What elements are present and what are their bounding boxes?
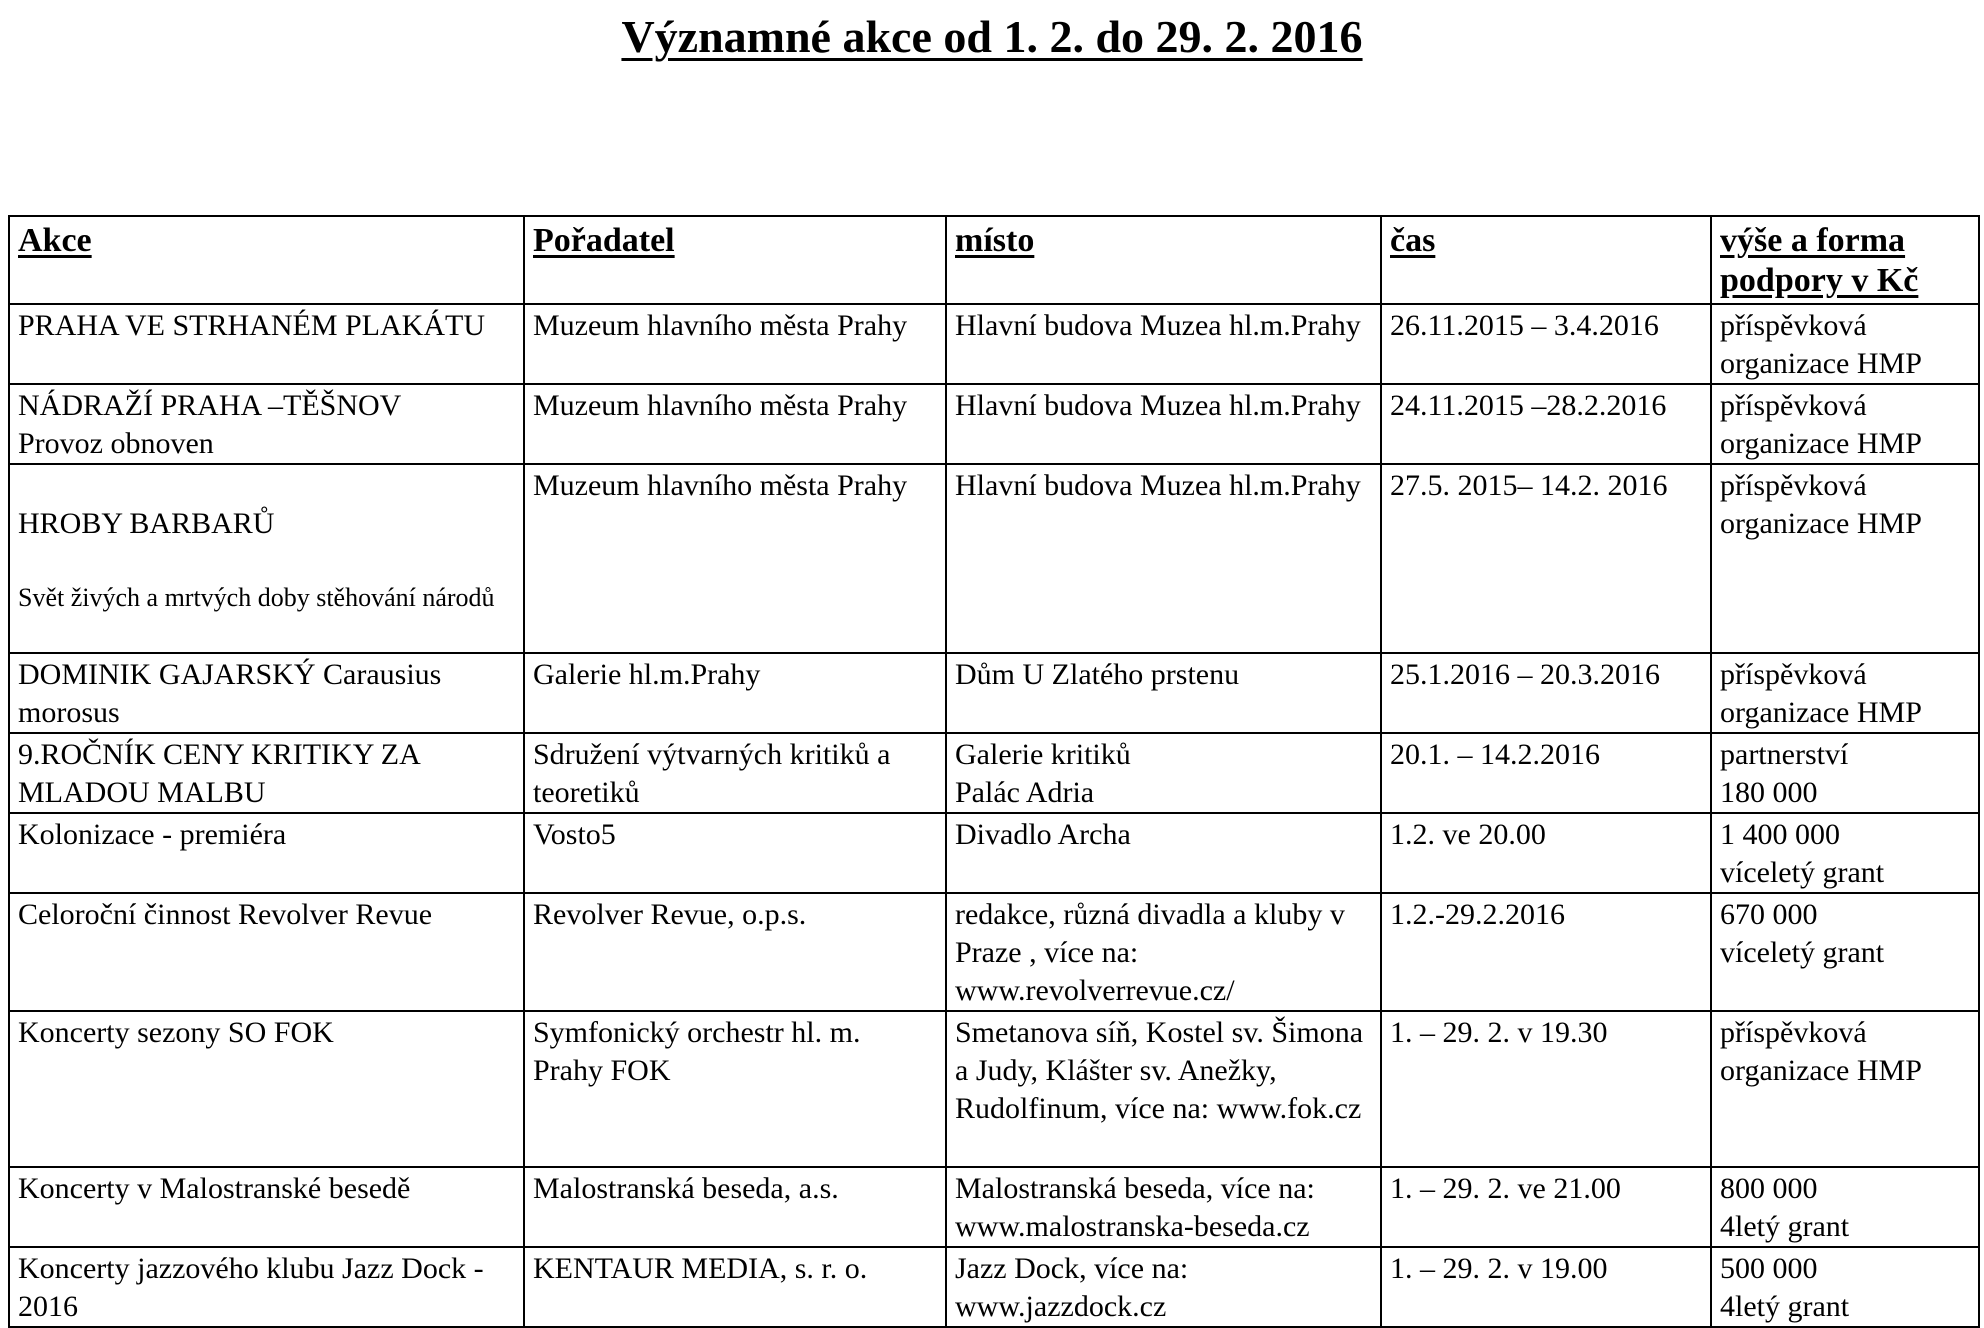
cell-poradatel: Malostranská beseda, a.s.: [524, 1167, 946, 1247]
cell-akce: Kolonizace - premiéra: [9, 813, 524, 893]
cell-misto: Jazz Dock, více na: www.jazzdock.cz: [946, 1247, 1381, 1327]
cell-poradatel: Symfonický orchestr hl. m. Prahy FOK: [524, 1011, 946, 1167]
cell-podpora: 800 000 4letý grant: [1711, 1167, 1979, 1247]
cell-podpora: 670 000 víceletý grant: [1711, 893, 1979, 1011]
header-podpora: výše a forma podpory v Kč: [1711, 216, 1979, 304]
events-table: [8, 215, 1980, 1328]
cell-poradatel: Galerie hl.m.Prahy: [524, 653, 946, 733]
cell-podpora: příspěvková organizace HMP: [1711, 304, 1979, 384]
cell-akce: Koncerty v Malostranské besedě: [9, 1167, 524, 1247]
cell-podpora: příspěvková organizace HMP: [1711, 464, 1979, 653]
cell-misto: Malostranská beseda, více na: www.malostranska-beseda.cz: [946, 1167, 1381, 1247]
cell-misto: Galerie kritiků Palác Adria: [946, 733, 1381, 813]
cell-misto: Smetanova síň, Kostel sv. Šimona a Judy, Klášter sv. Anežky, Rudolfinum, více na: www.fok.cz: [946, 1011, 1381, 1167]
cell-podpora: 500 000 4letý grant: [1711, 1247, 1979, 1327]
cell-akce: Koncerty jazzového klubu Jazz Dock - 2016: [9, 1247, 524, 1327]
cell-cas: 1.2. ve 20.00: [1381, 813, 1711, 893]
cell-cas: 1. – 29. 2. v 19.00: [1381, 1247, 1711, 1327]
cell-akce: [9, 464, 524, 653]
cell-akce: 9.ROČNÍK CENY KRITIKY ZA MLADOU MALBU: [9, 733, 524, 813]
cell-cas: 20.1. – 14.2.2016: [1381, 733, 1711, 813]
table-row: [9, 304, 1979, 384]
cell-poradatel: Sdružení výtvarných kritiků a teoretiků: [524, 733, 946, 813]
table-row: [9, 1167, 1979, 1247]
cell-akce: DOMINIK GAJARSKÝ Carausius morosus: [9, 653, 524, 733]
cell-podpora: příspěvková organizace HMP: [1711, 1011, 1979, 1167]
cell-poradatel: Muzeum hlavního města Prahy: [524, 304, 946, 384]
table-row: [9, 1247, 1979, 1327]
cell-misto: Hlavní budova Muzea hl.m.Prahy: [946, 464, 1381, 653]
cell-poradatel: KENTAUR MEDIA, s. r. o.: [524, 1247, 946, 1327]
cell-poradatel: Vosto5: [524, 813, 946, 893]
cell-misto: Divadlo Archa: [946, 813, 1381, 893]
cell-poradatel: Revolver Revue, o.p.s.: [524, 893, 946, 1011]
cell-cas: 1. – 29. 2. v 19.30: [1381, 1011, 1711, 1167]
cell-podpora: 1 400 000 víceletý grant: [1711, 813, 1979, 893]
cell-poradatel: Muzeum hlavního města Prahy: [524, 384, 946, 464]
table-row: [9, 893, 1979, 1011]
cell-cas: 25.1.2016 – 20.3.2016: [1381, 653, 1711, 733]
cell-cas: 1.2.-29.2.2016: [1381, 893, 1711, 1011]
header-poradatel: Pořadatel: [524, 216, 946, 304]
cell-cas: 24.11.2015 –28.2.2016: [1381, 384, 1711, 464]
cell-podpora: příspěvková organizace HMP: [1711, 384, 1979, 464]
table-row: [9, 384, 1979, 464]
cell-akce: PRAHA VE STRHANÉM PLAKÁTU: [9, 304, 524, 384]
header-cas: čas: [1381, 216, 1711, 304]
table-row: [9, 733, 1979, 813]
table-row: [9, 813, 1979, 893]
table-row: [9, 1011, 1979, 1167]
cell-akce: Koncerty sezony SO FOK: [9, 1011, 524, 1167]
cell-podpora: partnerství 180 000: [1711, 733, 1979, 813]
cell-akce: NÁDRAŽÍ PRAHA –TĚŠNOV Provoz obnoven: [9, 384, 524, 464]
cell-poradatel: Muzeum hlavního města Prahy: [524, 464, 946, 653]
cell-misto: redakce, různá divadla a kluby v Praze , více na: www.revolverrevue.cz/: [946, 893, 1381, 1011]
table-row: [9, 653, 1979, 733]
header-misto: místo: [946, 216, 1381, 304]
cell-akce-title: HROBY BARBARŮ: [18, 507, 275, 540]
cell-akce-subtitle: Svět živých a mrtvých doby stěhování národů: [18, 583, 495, 612]
document-title: Významné akce od 1. 2. do 29. 2. 2016: [621, 11, 1363, 62]
cell-podpora: příspěvková organizace HMP: [1711, 653, 1979, 733]
cell-cas: 1. – 29. 2. ve 21.00: [1381, 1167, 1711, 1247]
header-akce: Akce: [9, 216, 524, 304]
cell-cas: 27.5. 2015– 14.2. 2016: [1381, 464, 1711, 653]
table-row: [9, 464, 1979, 653]
cell-misto: Dům U Zlatého prstenu: [946, 653, 1381, 733]
cell-akce: Celoroční činnost Revolver Revue: [9, 893, 524, 1011]
cell-misto: Hlavní budova Muzea hl.m.Prahy: [946, 384, 1381, 464]
table-header-row: [9, 216, 1979, 304]
cell-misto: Hlavní budova Muzea hl.m.Prahy: [946, 304, 1381, 384]
cell-cas: 26.11.2015 – 3.4.2016: [1381, 304, 1711, 384]
